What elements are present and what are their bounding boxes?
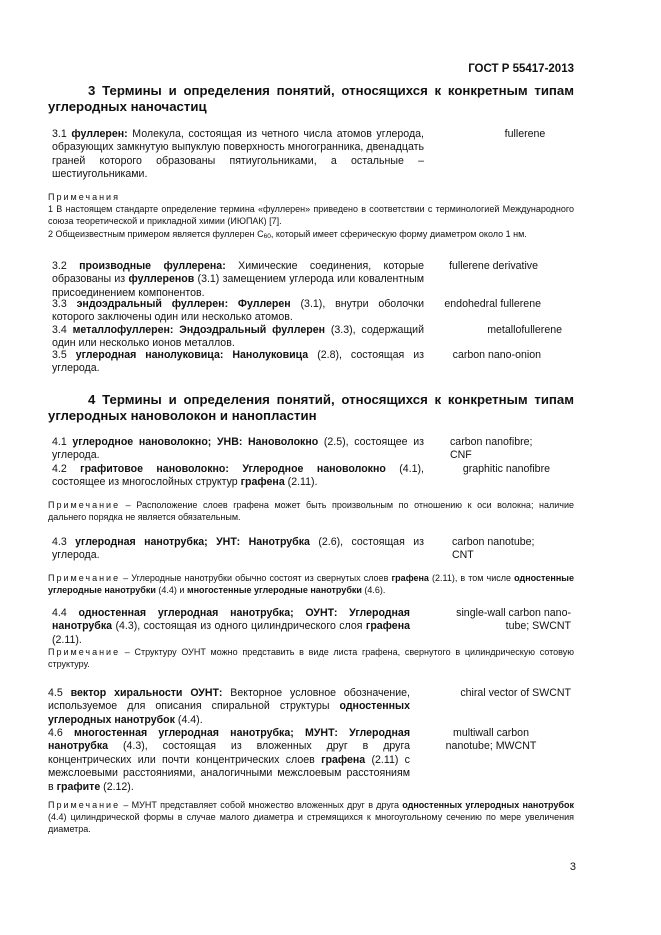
term-3-5: 3.5 углеродная нанолуковица: Нанолуковица (2.8), состоящая из углерода. [52,349,425,375]
notes-label: Примечания [48,192,120,202]
note-4-2: Примечание – Расположение слоев графена может быть произвольным по отношению к оси волокна; наличие дальнего порядка не является обязательным. [48,500,574,523]
term-3-3-english: endohedral fullerene [444,298,541,310]
section-4-title: 4 Термины и определения понятий, относящихся к конкретным типам углеродных нановолокон и нанопластин [48,392,574,423]
term-4-6-english: multiwall carbon nanotube; MWCNT [445,727,537,753]
term-3-1-english: fullerene [504,128,546,140]
term-4-5-name: вектор хиральности ОУНТ: [70,687,223,699]
term-4-1: 4.1 углеродное нановолокно; УНВ: Нановолокно (2.5), состоящее из углерода. [52,436,424,462]
term-3-5-english: carbon nano-onion [452,349,541,361]
note-4-4: Примечание – Структуру ОУНТ можно представить в виде листа графена, свернутого в цилиндрическую сотовую структуру. [48,647,574,670]
term-4-2-english: graphitic nanofibre [462,463,550,475]
term-3-4: 3.4 металлофуллерен: Эндоэдральный фуллерен (3.3), содержащий один или несколько ионов металлов. [52,324,425,350]
term-3-4-english: metallofullerene [487,324,562,336]
standard-number: ГОСТ Р 55417-2013 [468,63,574,75]
term-4-4: 4.4 одностенная углеродная нанотрубка; ОУНТ: Углеродная нанотрубка (4.3), состоящая из одного цилиндрического слоя графена (2.11). [52,607,410,646]
note-4-3: Примечание – Углеродные нанотрубки обычно состоят из свернутых слоев графена (2.11), в том числе одностенные углеродные нанотрубки (4.4) и многостенные углеродные нанотрубки (4.6). [48,573,574,596]
term-3-3-name: эндоэдральный фуллерен: Фуллерен [76,298,291,310]
note-3-1-2: 2 Общеизвестным примером является фуллерен $С_{60}$, который имеет сферическую форму диаметром около 1 нм. [48,228,527,240]
term-4-4-name: одностенная углеродная нанотрубка; ОУНТ: Углеродная нанотрубка [52,607,410,633]
section-3-title: 3 Термины и определения понятий, относящихся к конкретным типам углеродных наночастиц [48,83,574,114]
term-4-6: 4.6 многостенная углеродная нанотрубка; МУНТ: Углеродная нанотрубка (4.3), состоящая из вложенных друг в друга концентрических или почти концентрических слоев графена (2.11) с межслоевыми расстояниями, аналогичными межслоевым расстояниям в графите (2.12). [48,727,410,793]
note-4-6: Примечание – МУНТ представляет собой множество вложенных друг в друга одностенных углеродных нанотрубок (4.4) цилиндрической формы в случае малого диаметра и стремящихся к многоугольному сечению по мере увеличения диаметра. [48,800,574,835]
term-4-3-name: углеродная нанотрубка; УНТ: Нанотрубка [75,536,310,548]
term-3-4-name: металлофуллерен: Эндоэдральный фуллерен [72,324,325,336]
term-4-2: 4.2 графитовое нановолокно: Углеродное нановолокно (4.1), состоящее из многослойных структур графена (2.11). [52,463,424,489]
term-4-1-english: carbon nanofibre; CNF [450,436,533,462]
term-3-2: 3.2 производные фуллерена: Химические соединения, которые образованы из фуллеренов (3.1) замещением углерода или ковалентным присоединением компонентов. [52,260,424,299]
term-3-5-name: углеродная нанолуковица: Нанолуковица [75,349,309,361]
term-3-2-english: fullerene derivative [449,260,538,272]
term-4-3-english: carbon nanotube; CNT [452,536,535,562]
term-3-3: 3.3 эндоэдральный фуллерен: Фуллерен (3.1), внутри оболочки которого заключены один или несколько атомов. [52,298,425,324]
page-number: 3 [569,861,576,873]
term-4-5: 4.5 вектор хиральности ОУНТ: Векторное условное обозначение, используемое для описания спиральной структуры одностенных углеродных нанотрубок (4.4). [48,687,410,726]
term-4-1-name: углеродное нановолокно; УНВ: Нановолокно [72,436,319,448]
term-4-2-name: графитовое нановолокно: Углеродное нановолокно [80,463,386,475]
term-3-1: 3.1 фуллерен: Молекула, состоящая из четного числа атомов углерода, образующих замкнутую выпуклую поверхность многогранника, двенадцать граней которого образованы пятиугольниками, а остальные – шестиугольниками. [52,128,424,181]
term-3-2-name: производные фуллерена: [79,260,226,272]
note-3-1-1: 1 В настоящем стандарте определение термина «фуллерен» приведено в соответствии с терминологией Международного союза теоретической и прикладной химии (ИЮПАК) [7]. [48,204,574,227]
term-4-3: 4.3 углеродная нанотрубка; УНТ: Нанотрубка (2.6), состоящая из углерода. [52,536,424,562]
term-4-6-name: многостенная углеродная нанотрубка; МУНТ: Углеродная нанотрубка [48,727,410,753]
term-4-4-english: single-wall carbon nano- tube; SWCNT [456,607,571,633]
notes-3-1 [48,191,574,243]
term-3-1-name: фуллерен: [71,128,128,140]
term-4-5-english: chiral vector of SWCNT [460,687,571,699]
